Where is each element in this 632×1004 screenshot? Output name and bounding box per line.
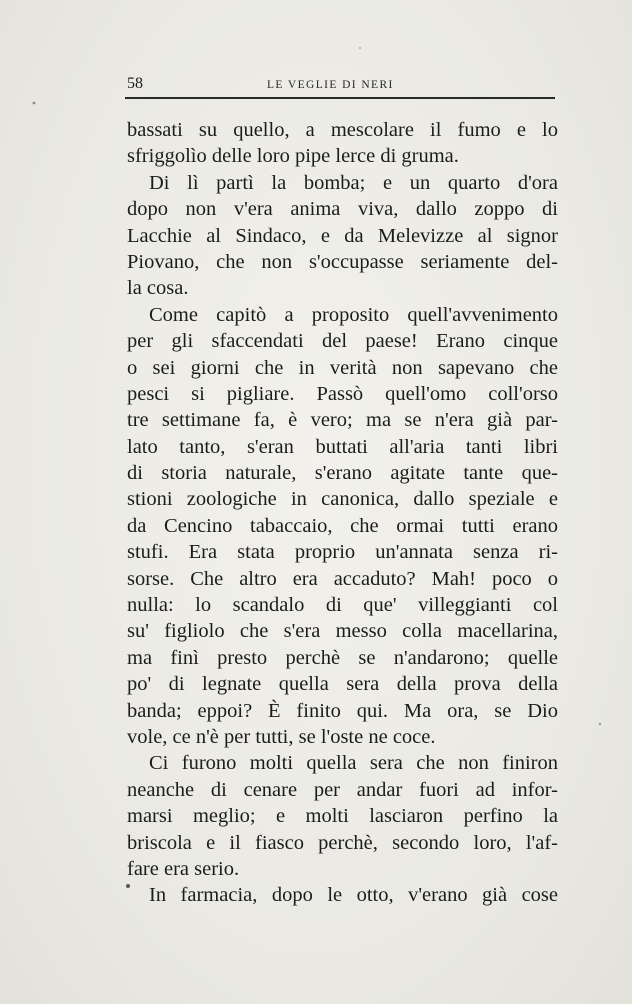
text-line: su' figliolo che s'era messo colla macellarina, bbox=[127, 620, 558, 643]
body-text bbox=[127, 117, 558, 909]
text-line: pesci si pigliare. Passò quell'omo coll'orso bbox=[127, 382, 558, 405]
text-line: neanche di cenare per andar fuori ad infor- bbox=[127, 778, 558, 801]
text-line: fare era serio. bbox=[127, 857, 240, 880]
page-header bbox=[127, 74, 555, 96]
text-line: lato tanto, s'eran buttati all'aria tanti libri bbox=[127, 435, 558, 458]
text-line: sorse. Che altro era accaduto? Mah! poco o bbox=[127, 567, 558, 590]
text-line: bassati su quello, a mescolare il fumo e lo bbox=[127, 119, 558, 141]
text-line: tre settimane fa, è vero; ma se n'era già par- bbox=[127, 409, 558, 432]
text-line: po' di legnate quella sera della prova della bbox=[127, 673, 558, 696]
text-line: marsi meglio; e molti lasciaron perfino la bbox=[127, 805, 558, 828]
text-line: vole, ce n'è per tutti, se l'oste ne coce. bbox=[127, 725, 436, 748]
text-line: la cosa. bbox=[127, 277, 189, 300]
text-line: da Cencino tabaccaio, che ormai tutti erano bbox=[127, 514, 558, 537]
text-line: Come capitò a proposito quell'avvenimento bbox=[149, 303, 558, 326]
text-line: stufi. Era stata proprio un'annata senza ri- bbox=[127, 541, 558, 564]
text-line: dopo non v'era anima viva, dallo zoppo di bbox=[127, 198, 558, 221]
text-line: In farmacia, dopo le otto, v'erano già cose bbox=[149, 884, 558, 907]
page-number: 58 bbox=[127, 75, 143, 92]
text-line: nulla: lo scandalo di que' villeggianti col bbox=[127, 594, 558, 617]
text-line: o sei giorni che in verità non sapevano che bbox=[127, 356, 558, 379]
header-rule bbox=[125, 97, 555, 99]
text-line: Di lì partì la bomba; e un quarto d'ora bbox=[149, 171, 558, 194]
text-line: Piovano, che non s'occupasse seriamente del- bbox=[127, 250, 558, 273]
text-line: di storia naturale, s'erano agitate tante que- bbox=[127, 462, 558, 485]
text-line: sfriggolìo delle loro pipe lerce di gruma. bbox=[127, 145, 459, 168]
text-line: ma finì presto perchè se n'andarono; quelle bbox=[127, 646, 558, 669]
text-line: briscola e il fiasco perchè, secondo loro, l'af- bbox=[127, 831, 558, 854]
running-title: LE VEGLIE DI NERI bbox=[267, 79, 394, 91]
text-line: Lacchie al Sindaco, e da Melevizze al signor bbox=[127, 224, 558, 247]
text-line: stioni zoologiche in canonica, dallo speziale e bbox=[127, 488, 558, 511]
text-line: per gli sfaccendati del paese! Erano cinque bbox=[127, 330, 558, 353]
text-line: Ci furono molti quella sera che non finiron bbox=[149, 752, 558, 775]
text-line: banda; eppoi? È finito qui. Ma ora, se Dio bbox=[127, 699, 558, 722]
